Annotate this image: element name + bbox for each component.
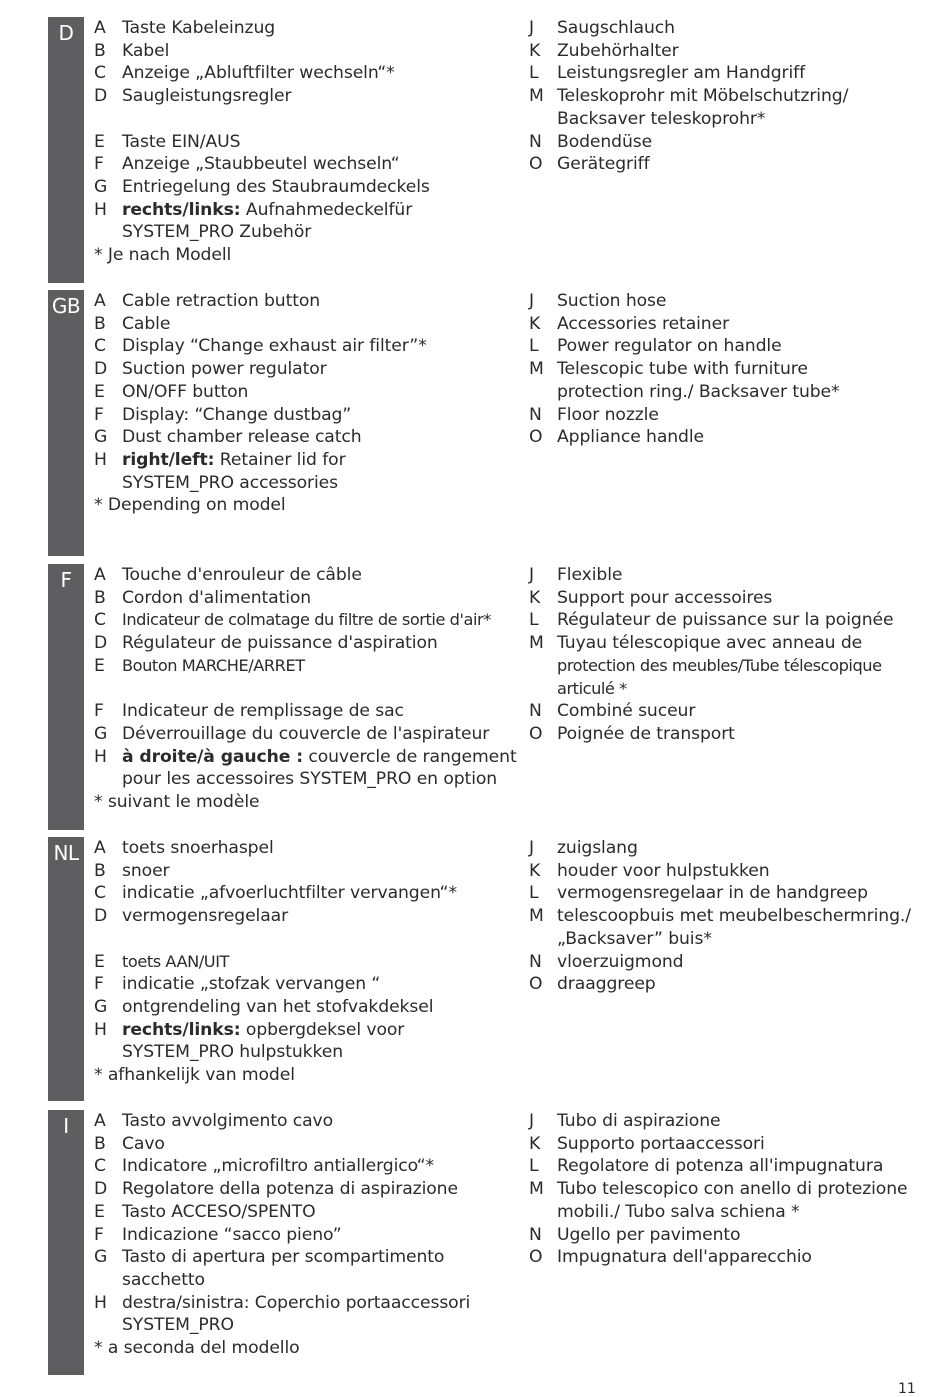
spacer — [94, 928, 504, 951]
list-item: F indicatie „stofzak vervangen “ — [94, 974, 381, 995]
list-item: J Saugschlauch — [529, 18, 675, 38]
parts-list-left — [94, 290, 504, 517]
list-item: K Accessories retainer — [529, 313, 730, 334]
list-item: L Regolatore di potenza all'impugnatura — [529, 1156, 884, 1177]
list-item: N Combiné suceur — [529, 701, 696, 722]
list-item: C Display “Change exhaust air filter”* — [94, 336, 427, 357]
list-item: J Suction hose — [529, 291, 667, 311]
list-item: E ON/OFF button — [94, 381, 249, 402]
footnote: * Depending on model — [94, 495, 286, 516]
language-tab — [48, 290, 84, 556]
list-item: D Regolatore della potenza di aspirazione — [94, 1179, 458, 1200]
list-item: D Régulateur de puissance d'aspiration — [94, 633, 438, 654]
list-item: D Suction power regulator — [94, 359, 327, 380]
parts-list-right — [529, 1110, 929, 1269]
list-item: G ontgrendeling van het stofvakdeksel — [94, 996, 434, 1017]
list-item: G Tasto di apertura per scompartimento sacchetto — [94, 1247, 445, 1290]
list-item: M Tubo telescopico con anello di protezione mobili./ Tubo salva schiena * — [529, 1179, 908, 1222]
list-item: C Indicatore „microfiltro antiallergico“* — [94, 1156, 435, 1177]
list-item: J Flexible — [529, 565, 623, 585]
footnote: * afhankelijk van model — [94, 1065, 295, 1086]
list-item: H à droite/à gauche : couvercle de rangement pour les accessoires SYSTEM_PRO en option — [94, 746, 517, 790]
list-item: O Poignée de transport — [529, 723, 735, 744]
language-tab — [48, 17, 84, 283]
list-item: M Tuyau télescopique avec anneau de protection des meubles/Tube télescopique articulé * — [529, 633, 882, 698]
list-item: N Ugello per pavimento — [529, 1224, 741, 1245]
list-item: M Teleskoprohr mit Möbelschutzring/ Backsaver teleskoprohr* — [529, 86, 849, 129]
parts-list-right — [529, 564, 929, 746]
language-tab — [48, 564, 84, 830]
list-item: K Zubehörhalter — [529, 40, 679, 61]
list-item: H rechts/links: Aufnahmedeckelfür SYSTEM_PRO Zubehör — [94, 199, 413, 243]
list-item: J Tubo di aspirazione — [529, 1111, 721, 1131]
list-item: G Dust chamber release catch — [94, 427, 362, 448]
list-item: A toets snoerhaspel — [94, 838, 274, 858]
list-item: K houder voor hulpstukken — [529, 860, 770, 881]
list-item: O Impugnatura dell'apparecchio — [529, 1247, 812, 1268]
list-item: E Tasto ACCESO/SPENTO — [94, 1201, 316, 1222]
list-item: F Display: “Change dustbag” — [94, 404, 352, 425]
list-item: C indicatie „afvoerluchtfilter vervangen“* — [94, 883, 457, 904]
list-item: B Cordon d'alimentation — [94, 587, 312, 608]
language-code: NL — [53, 841, 79, 865]
list-item: L Leistungsregler am Handgriff — [529, 63, 806, 84]
list-item: M Telescopic tube with furniture protection ring./ Backsaver tube* — [529, 359, 840, 402]
list-item: H destra/sinistra: Coperchio portaaccessori SYSTEM_PRO — [94, 1292, 471, 1336]
language-code: I — [63, 1114, 69, 1138]
list-item: F Anzeige „Staubbeutel wechseln“ — [94, 154, 400, 175]
list-item: C Anzeige „Abluftfilter wechseln“* — [94, 63, 395, 84]
list-item: D vermogensregelaar — [94, 906, 289, 927]
list-item: L Power regulator on handle — [529, 336, 782, 357]
list-item: G Entriegelung des Staubraumdeckels — [94, 176, 430, 197]
list-item: E Taste EIN/AUS — [94, 131, 241, 152]
list-item: E Bouton MARCHE/ARRET — [94, 655, 305, 676]
list-item: O Gerätegriff — [529, 154, 650, 175]
language-code: GB — [51, 294, 81, 318]
list-item: B snoer — [94, 860, 170, 881]
list-item: L vermogensregelaar in de handgreep — [529, 883, 868, 904]
spacer — [94, 678, 504, 701]
parts-list-left — [94, 17, 504, 267]
list-item: G Déverrouillage du couvercle de l'aspirateur — [94, 723, 490, 744]
list-item: F Indicateur de remplissage de sac — [94, 701, 404, 722]
list-item: K Supporto portaaccessori — [529, 1133, 765, 1154]
list-item: O draaggreep — [529, 974, 656, 995]
list-item: F Indicazione “sacco pieno” — [94, 1224, 342, 1245]
parts-list-right — [529, 290, 929, 449]
language-tab — [48, 837, 84, 1101]
list-item: L Régulateur de puissance sur la poignée — [529, 610, 894, 631]
spacer — [94, 108, 504, 131]
parts-list-left — [94, 564, 517, 814]
list-item: B Kabel — [94, 40, 170, 61]
list-item: B Cable — [94, 313, 171, 334]
footnote: * suivant le modèle — [94, 792, 260, 813]
language-tab — [48, 1110, 84, 1375]
list-item: O Appliance handle — [529, 427, 705, 448]
footnote: * a seconda del modello — [94, 1338, 300, 1359]
footnote: * Je nach Modell — [94, 245, 232, 266]
language-code: F — [60, 568, 72, 592]
list-item: H right/left: Retainer lid for SYSTEM_PRO accessories — [94, 449, 346, 493]
list-item: A Touche d'enrouleur de câble — [94, 565, 362, 585]
parts-list-left — [94, 837, 504, 1087]
list-item: C Indicateur de colmatage du filtre de sortie d'air* — [94, 610, 491, 631]
page-number: 11 — [898, 1381, 916, 1397]
parts-list-right — [529, 837, 929, 996]
list-item: N Floor nozzle — [529, 404, 659, 425]
list-item: E toets AAN/UIT — [94, 951, 229, 972]
list-item: N Bodendüse — [529, 131, 653, 152]
language-code: D — [58, 21, 74, 45]
list-item: B Cavo — [94, 1133, 165, 1154]
list-item: D Saugleistungsregler — [94, 86, 292, 107]
parts-list-left — [94, 1110, 504, 1360]
parts-list-right — [529, 17, 929, 176]
list-item: A Taste Kabeleinzug — [94, 18, 276, 38]
list-item: A Cable retraction button — [94, 291, 321, 311]
list-item: J zuigslang — [529, 838, 638, 858]
list-item: H rechts/links: opbergdeksel voor SYSTEM_PRO hulpstukken — [94, 1019, 405, 1063]
list-item: M telescoopbuis met meubelbeschermring./ „Backsaver” buis* — [529, 906, 911, 949]
list-item: N vloerzuigmond — [529, 951, 684, 972]
list-item: A Tasto avvolgimento cavo — [94, 1111, 334, 1131]
list-item: K Support pour accessoires — [529, 587, 773, 608]
